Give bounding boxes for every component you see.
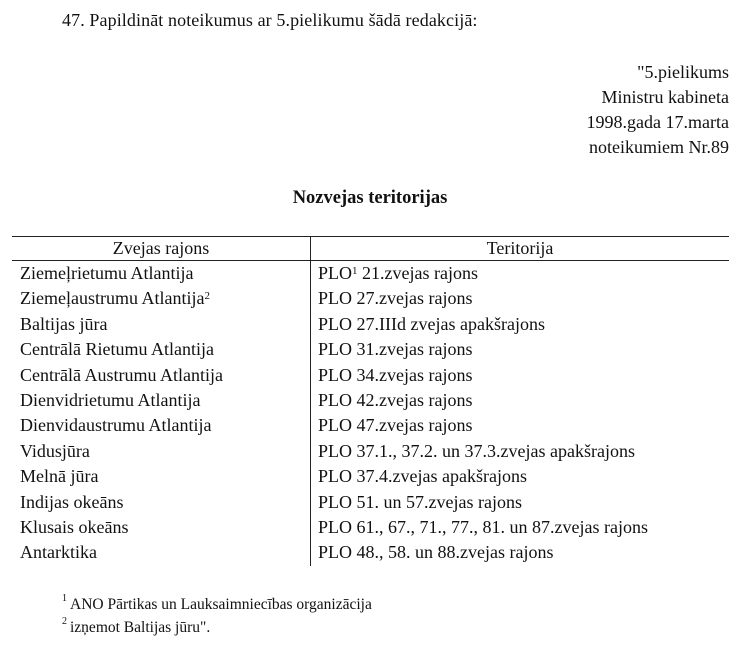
column-header-territory: Teritorija bbox=[311, 237, 730, 261]
annex-reference bbox=[587, 60, 729, 160]
zone-cell bbox=[12, 464, 311, 489]
zone-cell bbox=[12, 515, 311, 540]
zone-name: Klusais okeāns bbox=[20, 516, 129, 537]
org-abbrev: PLO bbox=[318, 364, 353, 385]
territory-text: 31.zvejas rajons bbox=[356, 339, 473, 360]
territory-text: 48., 58. un 88.zvejas rajons bbox=[356, 542, 554, 563]
territory-text: 42.zvejas rajons bbox=[356, 389, 473, 410]
table-row bbox=[12, 261, 729, 287]
annex-line: Ministru kabineta bbox=[601, 87, 729, 107]
territory-cell bbox=[311, 337, 730, 362]
table-row bbox=[12, 515, 729, 540]
org-abbrev: PLO bbox=[318, 263, 353, 283]
footnote-text: izņemot Baltijas jūru". bbox=[70, 619, 211, 636]
org-abbrev: PLO bbox=[318, 440, 353, 461]
territory-text: 34.zvejas rajons bbox=[356, 364, 473, 385]
annex-line: "5.pielikums bbox=[637, 62, 729, 82]
territory-text: 37.4.zvejas apakšrajons bbox=[356, 466, 527, 487]
table-row bbox=[12, 388, 729, 413]
territory-cell bbox=[311, 413, 730, 438]
table-row bbox=[12, 363, 729, 388]
zone-cell bbox=[12, 540, 311, 565]
zone-cell bbox=[12, 363, 311, 388]
footnote-2 bbox=[62, 616, 211, 637]
territory-text: 27.IIId zvejas apakšrajons bbox=[356, 313, 545, 334]
territory-cell bbox=[311, 312, 730, 337]
territory-cell bbox=[311, 363, 730, 388]
zone-name: Dienvidaustrumu Atlantija bbox=[20, 415, 212, 436]
zone-cell bbox=[12, 490, 311, 515]
territory-cell bbox=[311, 515, 730, 540]
table-row bbox=[12, 286, 729, 311]
zone-name: Ziemeļrietumu Atlantija bbox=[20, 263, 194, 283]
zone-cell bbox=[12, 413, 311, 438]
zone-cell bbox=[12, 439, 311, 464]
zone-name: Baltijas jūra bbox=[20, 313, 108, 334]
territory-text: 27.zvejas rajons bbox=[356, 288, 473, 309]
footnote-ref: 1 bbox=[352, 265, 358, 277]
org-abbrev: PLO bbox=[318, 415, 353, 436]
zone-cell bbox=[12, 261, 311, 287]
org-abbrev: PLO bbox=[318, 389, 353, 410]
org-abbrev: PLO bbox=[318, 339, 353, 360]
table-row bbox=[12, 413, 729, 438]
fishing-areas-table bbox=[12, 236, 729, 566]
table-title: Nozvejas teritorijas bbox=[292, 188, 448, 208]
footnote-1 bbox=[62, 593, 372, 614]
org-abbrev: PLO bbox=[318, 491, 353, 512]
org-abbrev: PLO bbox=[318, 542, 353, 563]
territory-text: 21.zvejas rajons bbox=[362, 263, 478, 283]
org-abbrev: PLO bbox=[318, 516, 353, 537]
zone-name: Centrālā Austrumu Atlantija bbox=[20, 364, 223, 385]
zone-name: Indijas okeāns bbox=[20, 491, 124, 512]
zone-cell bbox=[12, 312, 311, 337]
org-abbrev: PLO bbox=[318, 313, 353, 334]
zone-cell bbox=[12, 388, 311, 413]
table-row bbox=[12, 337, 729, 362]
footnote-mark: 1 bbox=[62, 593, 67, 604]
territory-cell bbox=[311, 439, 730, 464]
table-row bbox=[12, 540, 729, 565]
zone-name: Centrālā Rietumu Atlantija bbox=[20, 339, 214, 360]
footnote-mark: 2 bbox=[62, 616, 67, 627]
table-row bbox=[12, 490, 729, 515]
column-header-zone: Zvejas rajons bbox=[12, 237, 311, 261]
territory-text: 61., 67., 71., 77., 81. un 87.zvejas rajons bbox=[356, 516, 648, 537]
zone-name: Ziemeļaustrumu Atlantija bbox=[20, 288, 205, 309]
territory-cell bbox=[311, 490, 730, 515]
annex-line: 1998.gada 17.marta bbox=[586, 112, 729, 132]
annex-line: noteikumiem Nr.89 bbox=[589, 137, 729, 157]
table-row bbox=[12, 439, 729, 464]
zone-name: Vidusjūra bbox=[20, 440, 90, 461]
intro-paragraph: 47. Papildināt noteikumus ar 5.pielikumu šādā redakcijā: bbox=[62, 10, 478, 30]
territory-cell bbox=[311, 464, 730, 489]
zone-cell bbox=[12, 337, 311, 362]
org-abbrev: PLO bbox=[318, 288, 353, 309]
zone-name: Dienvidrietumu Atlantija bbox=[20, 389, 201, 410]
org-abbrev: PLO bbox=[318, 466, 353, 487]
table-row bbox=[12, 464, 729, 489]
territory-text: 47.zvejas rajons bbox=[356, 415, 473, 436]
territory-cell bbox=[311, 286, 730, 311]
territory-cell bbox=[311, 540, 730, 565]
territory-cell bbox=[311, 261, 730, 287]
table-header-row bbox=[12, 237, 729, 261]
territory-cell bbox=[311, 388, 730, 413]
zone-name: Melnā jūra bbox=[20, 466, 99, 487]
table-row bbox=[12, 312, 729, 337]
territory-text: 37.1., 37.2. un 37.3.zvejas apakšrajons bbox=[356, 440, 635, 461]
territory-text: 51. un 57.zvejas rajons bbox=[356, 491, 522, 512]
footnote-ref: 2 bbox=[204, 290, 210, 303]
footnote-text: ANO Pārtikas un Lauksaimniecības organizācija bbox=[70, 596, 372, 613]
zone-cell bbox=[12, 286, 311, 311]
zone-name: Antarktika bbox=[20, 542, 97, 563]
table-body bbox=[12, 261, 729, 566]
